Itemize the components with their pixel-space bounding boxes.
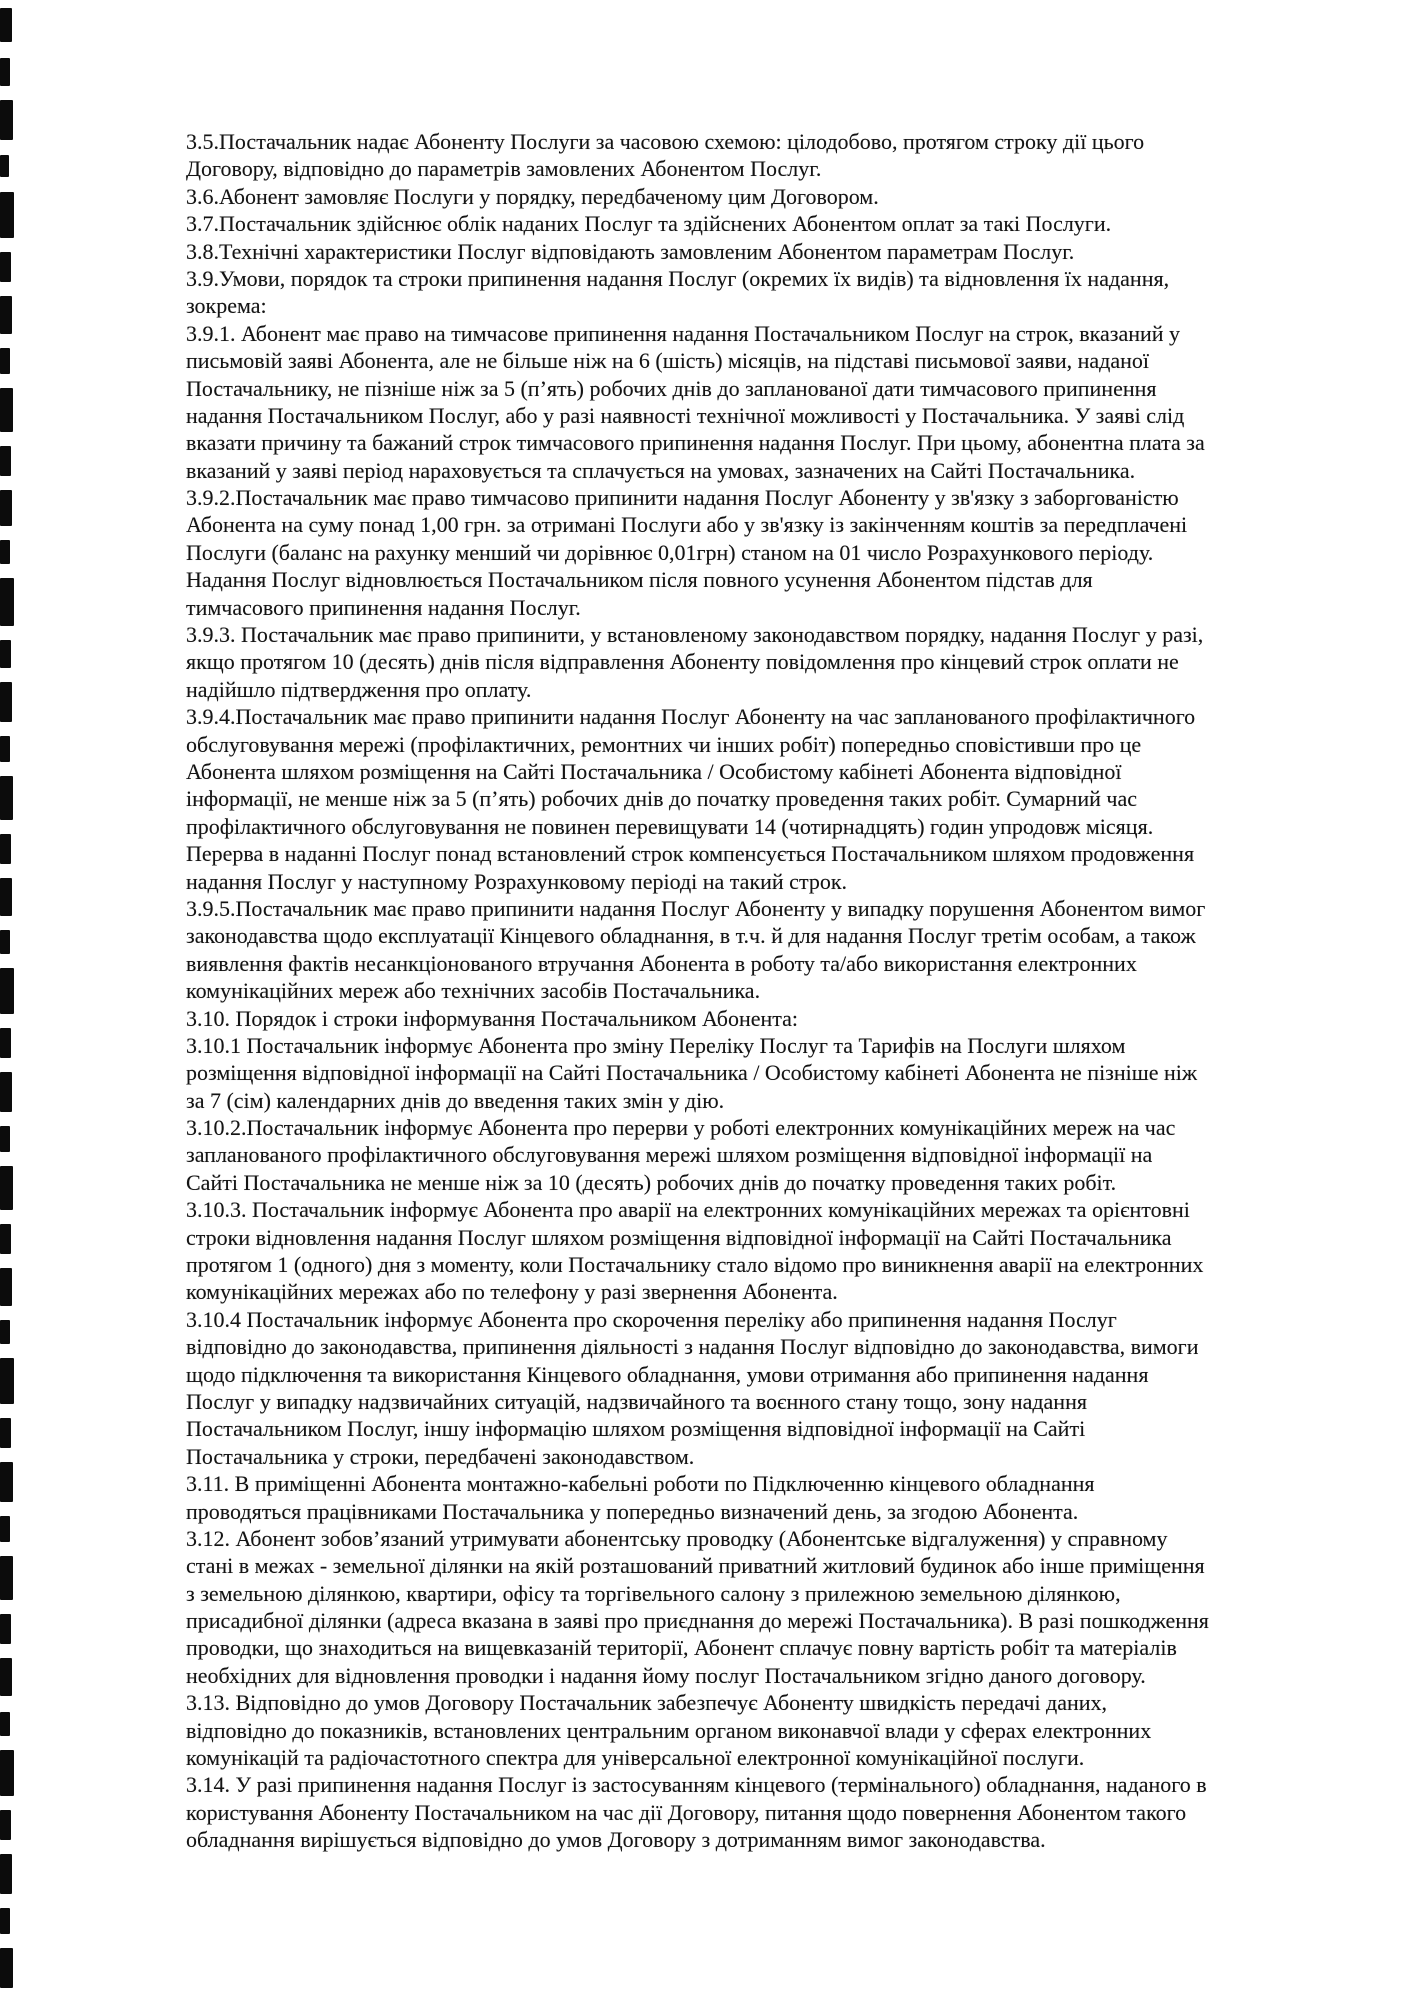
scan-mark — [0, 100, 13, 140]
text-line: Перерва в наданні Послуг понад встановлений строк компенсується Постачальником шляхом продовження — [186, 841, 1195, 867]
scan-mark — [0, 640, 11, 668]
text-line: надання Послуг у наступному Розрахунковому періоді на такий строк. — [186, 868, 848, 894]
text-line: 3.12. Абонент зобов’язаний утримувати абонентську проводку (Абонентське відгалуження) у справному — [186, 1525, 1168, 1551]
text-line: Абонента шляхом розміщення на Сайті Постачальника / Особистому кабінеті Абонента відповідної — [186, 758, 1122, 784]
text-line: 3.7.Постачальник здійснює облік наданих Послуг та здійснених Абонентом оплат за такі Послуги. — [186, 211, 1112, 237]
text-line: 3.9.5.Постачальник має право припинити надання Послуг Абоненту у випадку порушення Абонентом вимог — [186, 895, 1206, 921]
text-line: Договору, відповідно до параметрів замовлених Абонентом Послуг. — [186, 156, 822, 182]
text-line: 3.10.1 Постачальник інформує Абонента про зміну Переліку Послуг та Тарифів на Послуги шляхом — [186, 1032, 1126, 1058]
text-line: 3.5.Постачальник надає Абоненту Послуги за часовою схемою: цілодобово, протягом строку дії цього — [186, 129, 1145, 154]
scan-mark — [0, 930, 10, 954]
text-line: обслуговування мережі (профілактичних, ремонтних чи інших робіт) попередньо сповістивши про це — [186, 731, 1142, 757]
scan-mark — [0, 1224, 11, 1254]
scan-mark — [0, 834, 11, 864]
scan-mark — [0, 192, 14, 238]
scan-mark — [0, 1908, 10, 1934]
scan-mark — [0, 1166, 13, 1210]
text-line: 3.10.4 Постачальник інформує Абонента про скорочення переліку або припинення надання Послуг — [186, 1306, 1117, 1332]
text-line: з земельною ділянкою, квартири, офісу та торгівельного салону з прилежною земельною ділянкою, — [186, 1580, 1121, 1606]
text-line: письмовій заяві Абонента, але не більше ніж на 6 (шість) місяців, на підставі письмової заяви, наданої — [186, 348, 1149, 374]
scan-mark — [0, 1712, 10, 1736]
text-line: комунікаційних мереж або технічних засобів Постачальника. — [186, 978, 761, 1004]
text-line: 3.8.Технічні характеристики Послуг відповідають замовленим Абонентом параметрам Послуг. — [186, 238, 1075, 264]
scan-mark — [0, 1072, 12, 1112]
scan-mark — [0, 1358, 14, 1404]
text-line: тимчасового припинення надання Послуг. — [186, 594, 581, 620]
text-line: 3.10.2.Постачальник інформує Абонента про перерви у роботі електронних комунікаційних мереж на час — [186, 1115, 1176, 1141]
scan-edge-marks — [0, 0, 22, 2000]
text-line: Постачальником Послуг, іншу інформацію шляхом розміщення відповідної інформації на Сайті — [186, 1416, 1086, 1442]
scan-mark — [0, 388, 13, 432]
scan-mark — [0, 1948, 13, 1988]
text-line: якщо протягом 10 (десять) днів після відправлення Абоненту повідомлення про кінцевий строк оплати не — [186, 649, 1179, 675]
text-line: 3.9.2.Постачальник має право тимчасово припинити надання Послуг Абоненту у зв'язку з заборгованістю — [186, 485, 1179, 511]
text-line: строки відновлення надання Послуг шляхом розміщення відповідної інформації на Сайті Постачальника — [186, 1224, 1172, 1250]
text-line: щодо підключення та використання Кінцевого обладнання, умови отримання або припинення надання — [186, 1361, 1149, 1387]
text-line: Надання Послуг відновлюється Постачальником після повного усунення Абонентом підстав для — [186, 567, 1093, 593]
scan-mark — [0, 1462, 13, 1502]
scan-mark — [0, 682, 12, 722]
text-line: 3.14. У разі припинення надання Послуг із застосуванням кінцевого (термінального) обладнання, наданого в — [186, 1772, 1207, 1798]
scan-mark — [0, 540, 10, 564]
text-line: Абонента на суму понад 1,00 грн. за отримані Послуги або у зв'язку із закінченням коштів за передплачені — [186, 512, 1188, 538]
text-line: 3.9.Умови, порядок та строки припинення надання Послуг (окремих їх видів) та відновлення їх надання, — [186, 265, 1170, 291]
scan-mark — [0, 1614, 11, 1644]
text-line: розміщення відповідної інформації на Сайті Постачальника / Особистому кабінеті Абонента не пізніше ніж — [186, 1060, 1198, 1086]
text-line: інформації, не менше ніж за 5 (п’ять) робочих днів до початку проведення таких робіт. Сумарний час — [186, 786, 1137, 812]
text-line: Послуги (баланс на рахунку менший чи дорівнює 0,01грн) станом на 01 число Розрахункового періоду. — [186, 539, 1154, 565]
text-line: відповідно до законодавства, припинення діяльності з надання Послуг відповідно до законодавства, вимоги — [186, 1334, 1199, 1360]
text-line: 3.10.3. Постачальник інформує Абонента про аварії на електронних комунікаційних мережах та орієнтовні — [186, 1197, 1190, 1223]
scan-mark — [0, 348, 10, 374]
text-line: Постачальнику, не пізніше ніж за 5 (п’ять) робочих днів до запланованої дати тимчасового припинення — [186, 375, 1157, 401]
text-line: законодавства щодо експлуатації Кінцевого обладнання, в т.ч. й для надання Послуг третім особам, а також — [186, 923, 1196, 949]
scan-mark — [0, 578, 14, 626]
scan-mark — [0, 968, 14, 1014]
scan-mark — [0, 296, 12, 334]
text-line: проводки, що знаходиться на вищевказаній території, Абонент сплачує повну вартість робіт та матеріалів — [186, 1635, 1177, 1661]
text-line: запланованого профілактичного обслуговування мережі шляхом розміщення відповідної інформації на — [186, 1142, 1153, 1168]
text-line: вказаний у заяві період нараховується та сплачується на умовах, зазначених на Сайті Постачальника. — [186, 457, 1136, 483]
text-line: 3.13. Відповідно до умов Договору Постачальник забезпечує Абоненту швидкість передачі даних, — [186, 1690, 1108, 1716]
scan-mark — [0, 58, 10, 86]
text-line: проводяться працівниками Постачальника у попередньо визначений день, за згодою Абонента. — [186, 1498, 1079, 1524]
scan-mark — [0, 1854, 12, 1894]
scan-mark — [0, 1658, 12, 1696]
scan-mark — [0, 8, 12, 42]
text-line: профілактичного обслуговування не повинен перевищувати 14 (чотирнадцять) годин упродовж місяця. — [186, 813, 1154, 839]
text-line: обладнання вирішується відповідно до умов Договору з дотриманням вимог законодавства. — [186, 1827, 1046, 1853]
text-line: надійшло підтвердження про оплату. — [186, 676, 532, 702]
scan-mark — [0, 1268, 12, 1306]
text-line: протягом 1 (одного) дня з моменту, коли Постачальнику стало відомо про виникнення аварії на електронних — [186, 1252, 1204, 1278]
scan-mark — [0, 1028, 11, 1058]
scan-mark — [0, 1320, 10, 1344]
text-line: 3.6.Абонент замовляє Послуги у порядку, передбаченому цим Договором. — [186, 183, 879, 209]
text-line: стані в межах - земельної ділянки на якій розташований приватний житловий будинок або інше приміщення — [186, 1553, 1205, 1579]
text-line: надання Постачальником Послуг, або у разі наявності технічної можливості у Постачальника. У заяві слід — [186, 402, 1185, 428]
text-line: присадибної ділянки (адреса вказана в заяві про приєднання до мережі Постачальника). В разі пошкодження — [186, 1608, 1209, 1634]
text-line: 3.9.3. Постачальник має право припинити, у встановленому законодавством порядку, надання Послуг у разі, — [186, 622, 1204, 648]
text-line: за 7 (сім) календарних днів до введення таких змін у дію. — [186, 1087, 725, 1113]
text-line: користування Абоненту Постачальником на час дії Договору, питання щодо повернення Абонентом такого — [186, 1799, 1187, 1825]
text-line: 3.9.1. Абонент має право на тимчасове припинення надання Постачальником Послуг на строк, вказаний у — [186, 320, 1181, 346]
text-line: відповідно до показників, встановлених центральним органом виконавчої влади у сферах електронних — [186, 1717, 1152, 1743]
text-line: вказати причину та бажаний строк тимчасового припинення надання Послуг. При цьому, абонентна плата за — [186, 430, 1205, 456]
text-line: необхідних для відновлення проводки і надання йому послуг Постачальником згідно даного договору. — [186, 1662, 1146, 1688]
scan-mark — [0, 736, 10, 762]
text-line: 3.11. В приміщенні Абонента монтажно-кабельні роботи по Підключенню кінцевого обладнання — [186, 1471, 1095, 1497]
text-line: Постачальника у строки, передбачені законодавством. — [186, 1443, 695, 1469]
scan-mark — [0, 1810, 11, 1840]
scan-mark — [0, 1126, 10, 1152]
text-line: Сайті Постачальника не менше ніж за 10 (десять) робочих днів до початку проведення таких робіт. — [186, 1169, 1117, 1195]
text-line: виявлення фактів несанкціонованого втручання Абонента в роботу та/або використання електронних — [186, 950, 1137, 976]
contract-text-block — [186, 128, 1281, 1854]
scan-mark — [0, 776, 13, 820]
scan-mark — [0, 1750, 14, 1796]
scan-mark — [0, 252, 11, 282]
text-line: 3.9.4.Постачальник має право припинити надання Послуг Абоненту на час запланованого профілактичного — [186, 704, 1196, 730]
scan-mark — [0, 878, 12, 916]
text-line: комунікаційних мережах або по телефону у разі звернення Абонента. — [186, 1279, 838, 1305]
scan-mark — [0, 446, 11, 476]
scan-mark — [0, 155, 9, 177]
scan-mark — [0, 1418, 11, 1448]
text-line: зокрема: — [186, 293, 267, 319]
text-line: 3.10. Порядок і строки інформування Постачальником Абонента: — [186, 1005, 799, 1031]
scan-mark — [0, 1516, 10, 1542]
scan-mark — [0, 1556, 13, 1600]
scan-mark — [0, 490, 12, 526]
text-line: комунікацій та радіочастотного спектра для універсальної електронної комунікаційної послуги. — [186, 1745, 1085, 1771]
text-line: Послуг у випадку надзвичайних ситуацій, надзвичайного та воєнного стану тощо, зону надання — [186, 1388, 1087, 1414]
